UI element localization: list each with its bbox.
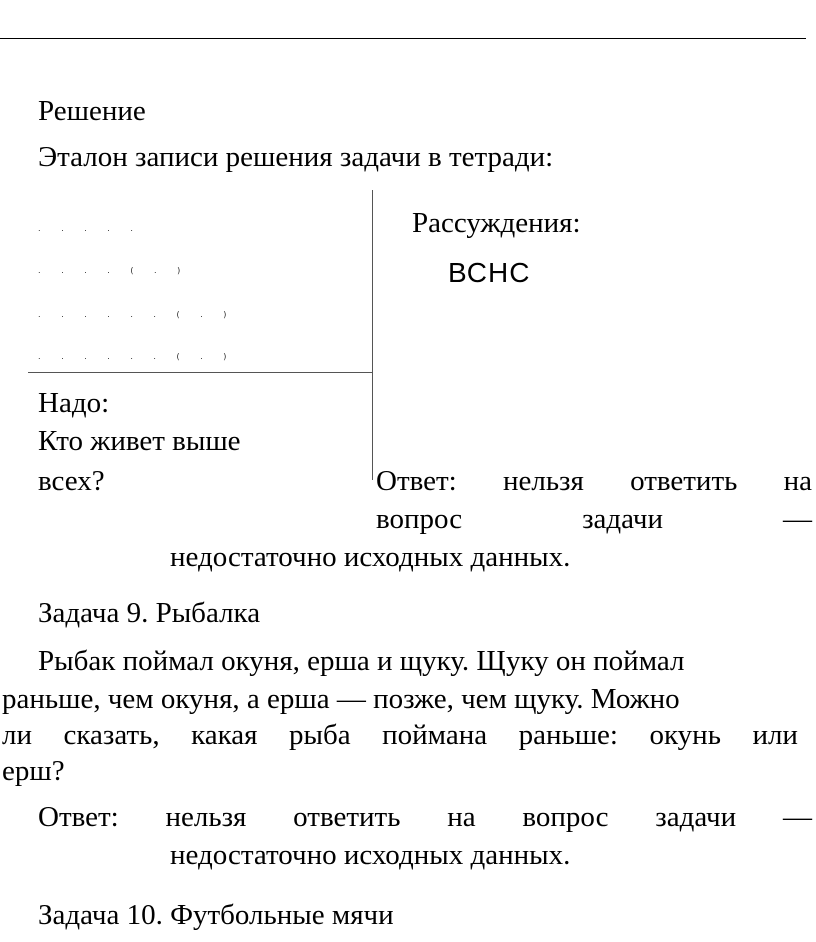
answer-word: вопрос — [376, 503, 463, 535]
answer-word: — — [782, 503, 812, 535]
answer-word: на — [447, 801, 476, 833]
sketch-row-3: . . . . . . ( . ) — [38, 310, 236, 319]
task9-word: сказать, — [63, 719, 160, 751]
task9-word: поймана — [382, 719, 488, 751]
task9-title: Задача 9. Рыбалка — [38, 597, 261, 629]
answer-word: ответить — [293, 801, 401, 833]
table-horizontal-divider — [28, 372, 372, 373]
reasoning-label: Рассуждения: — [412, 207, 581, 239]
answer-word: нельзя — [502, 465, 584, 497]
reasoning-text: ВСНС — [448, 257, 531, 288]
sketch-row-1: . . . . . — [38, 224, 142, 233]
task9-word: рыба — [289, 719, 351, 751]
answer-word: Ответ: — [38, 801, 119, 833]
task9-line-3 — [2, 718, 798, 752]
table-answer-line-1 — [376, 464, 812, 498]
sketch-row-2: . . . . ( . ) — [38, 266, 190, 275]
table-answer-line-3: недостаточно исходных данных. — [170, 541, 571, 573]
answer-word: Ответ: — [376, 465, 457, 497]
task9-answer-line-2: недостаточно исходных данных. — [170, 839, 571, 871]
task9-answer-line-1 — [38, 800, 812, 834]
task9-word: ли — [2, 719, 32, 751]
answer-word: — — [782, 801, 812, 833]
task9-word: какая — [191, 719, 258, 751]
table-answer-line-2 — [376, 502, 812, 536]
task9-word: раньше: — [518, 719, 618, 751]
solution-heading: Решение — [38, 95, 146, 127]
task9-line-2: раньше, чем окуня, а ерша — позже, чем щуку. Можно — [2, 683, 680, 715]
table-vertical-divider — [372, 190, 373, 480]
answer-word: вопрос — [522, 801, 609, 833]
reference-line: Эталон записи решения задачи в тетради: — [38, 141, 554, 173]
answer-word: задачи — [582, 503, 663, 535]
question-line-2: всех? — [38, 465, 105, 497]
task10-title: Задача 10. Футбольные мячи — [38, 899, 394, 931]
answer-word: нельзя — [165, 801, 247, 833]
question-line-1: Кто живет выше — [38, 425, 241, 457]
top-rule — [0, 38, 806, 39]
need-label: Надо: — [38, 387, 110, 419]
answer-word: на — [783, 465, 812, 497]
answer-word: задачи — [655, 801, 737, 833]
task9-word: или — [752, 719, 798, 751]
task9-line-4: ерш? — [2, 755, 65, 787]
task9-line-1: Рыбак поймал окуня, ерша и щуку. Щуку он поймал — [38, 645, 685, 677]
answer-word: ответить — [630, 465, 738, 497]
task9-word: окунь — [649, 719, 721, 751]
sketch-row-4: . . . . . . ( . ) — [38, 352, 236, 361]
